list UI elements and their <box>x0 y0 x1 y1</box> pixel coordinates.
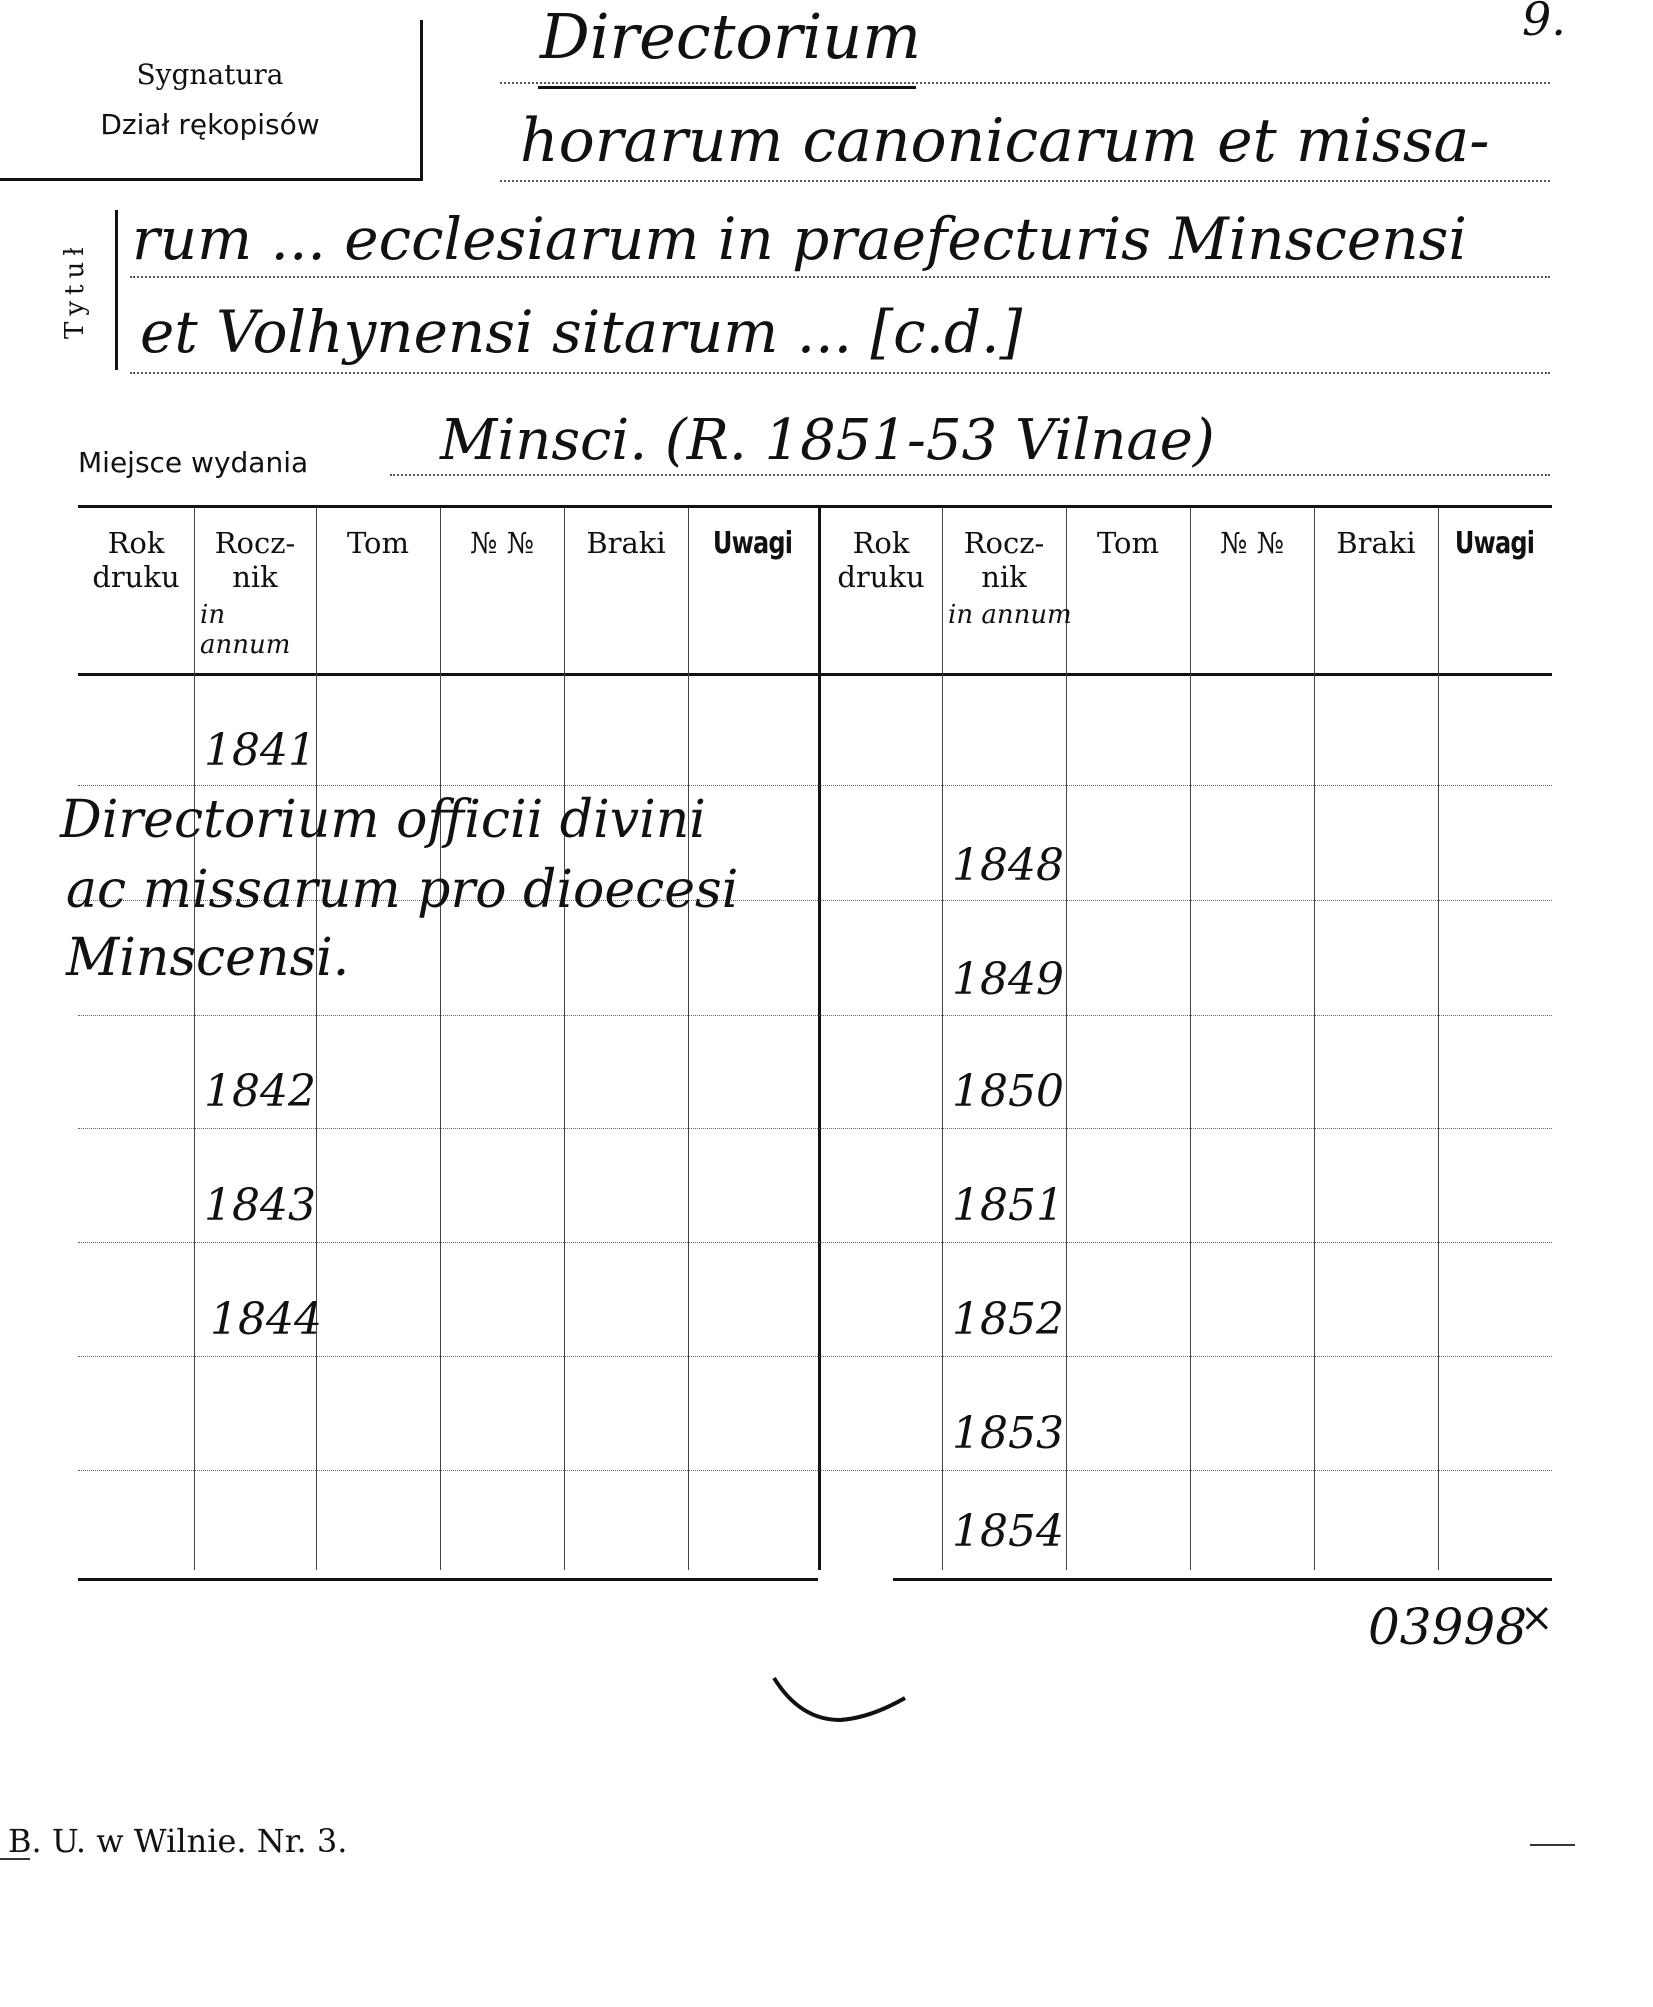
title-dotline-4 <box>130 372 1550 374</box>
note-line-3: Minscensi. <box>66 928 350 988</box>
place-label: Miejsce wydania <box>78 446 309 479</box>
footer-rule <box>0 1858 30 1860</box>
col-line <box>316 508 317 1570</box>
title-line-3: rum ... ecclesiarum in praefecturis Minscensi <box>132 205 1467 273</box>
left-year: 1841 <box>204 725 316 776</box>
title-line-1: Directorium <box>540 0 922 73</box>
right-year: 1850 <box>952 1066 1064 1117</box>
header-annum-note: in annum <box>200 600 291 660</box>
col-line <box>1438 508 1439 1570</box>
header-uwagi: Uwagi <box>713 526 793 561</box>
place-value: Minsci. (R. 1851-53 Vilnae) <box>440 408 1215 473</box>
header-rok-druku-right: Rok druku <box>837 526 925 594</box>
left-year: 1844 <box>210 1294 322 1345</box>
card-number: 9. <box>1522 0 1566 46</box>
department-label: Dział rękopisów <box>100 108 320 141</box>
col-line <box>564 508 565 1570</box>
catalog-number: 03998 <box>1368 1598 1528 1656</box>
header-numbers: № № <box>469 526 535 560</box>
left-year: 1843 <box>204 1180 316 1231</box>
table-top-rule <box>78 505 1552 508</box>
right-year: 1854 <box>952 1506 1064 1557</box>
signature-box <box>0 20 423 181</box>
header-rok-druku: Rok druku <box>92 526 180 594</box>
row-line <box>78 785 1552 786</box>
right-year: 1848 <box>952 840 1064 891</box>
note-line-1: Directorium officii divini <box>60 790 706 850</box>
signature-label: Sygnatura <box>136 58 284 91</box>
header-numbers-right: № № <box>1219 526 1285 560</box>
left-year: 1842 <box>204 1066 316 1117</box>
right-year: 1849 <box>952 954 1064 1005</box>
title-line-4: et Volhynensi sitarum ... [c.d.] <box>140 298 1023 366</box>
title-line-2: horarum canonicarum et missa- <box>520 106 1490 176</box>
note-line-2: ac missarum pro dioecesi <box>66 860 739 920</box>
col-line <box>1314 508 1315 1570</box>
header-rocznik-right: Rocz- nik <box>963 526 1045 594</box>
header-tom: Tom <box>346 526 410 560</box>
row-line <box>78 1015 1552 1016</box>
header-braki-right: Braki <box>1336 526 1416 560</box>
col-line <box>942 508 943 1570</box>
title-dotline-3 <box>130 276 1550 278</box>
title-side-bar <box>115 210 118 370</box>
title-side-label: Tytuł <box>60 241 90 339</box>
catalog-mark: × <box>1520 1595 1554 1641</box>
col-line <box>688 508 689 1570</box>
row-line <box>78 1470 1552 1471</box>
row-line <box>78 1356 1552 1357</box>
header-uwagi-right: Uwagi <box>1455 526 1535 561</box>
table-bottom-rule-left <box>78 1578 818 1581</box>
header-tom-right: Tom <box>1096 526 1160 560</box>
row-line <box>78 1128 1552 1129</box>
col-line <box>1190 508 1191 1570</box>
title-underline <box>538 86 916 89</box>
header-annum-note-right: in annum <box>948 600 1072 630</box>
right-year: 1852 <box>952 1294 1064 1345</box>
table-header-rule <box>78 673 1552 676</box>
col-line <box>194 508 195 1570</box>
footer-label: B. U. w Wilnie. Nr. 3. <box>8 1822 348 1860</box>
place-dotline <box>390 474 1550 476</box>
header-braki: Braki <box>586 526 666 560</box>
col-line <box>440 508 441 1570</box>
row-line <box>78 1242 1552 1243</box>
right-year: 1851 <box>952 1180 1064 1231</box>
right-year: 1853 <box>952 1408 1064 1459</box>
table-center-divider <box>818 505 821 1570</box>
curve-mark <box>770 1670 920 1730</box>
title-dotline-1 <box>500 82 1550 84</box>
edge-rule <box>1530 1844 1575 1846</box>
col-line <box>1066 508 1067 1570</box>
header-rocznik: Rocz- nik <box>214 526 296 594</box>
title-dotline-2 <box>500 180 1550 182</box>
table-bottom-rule-right <box>893 1578 1552 1581</box>
